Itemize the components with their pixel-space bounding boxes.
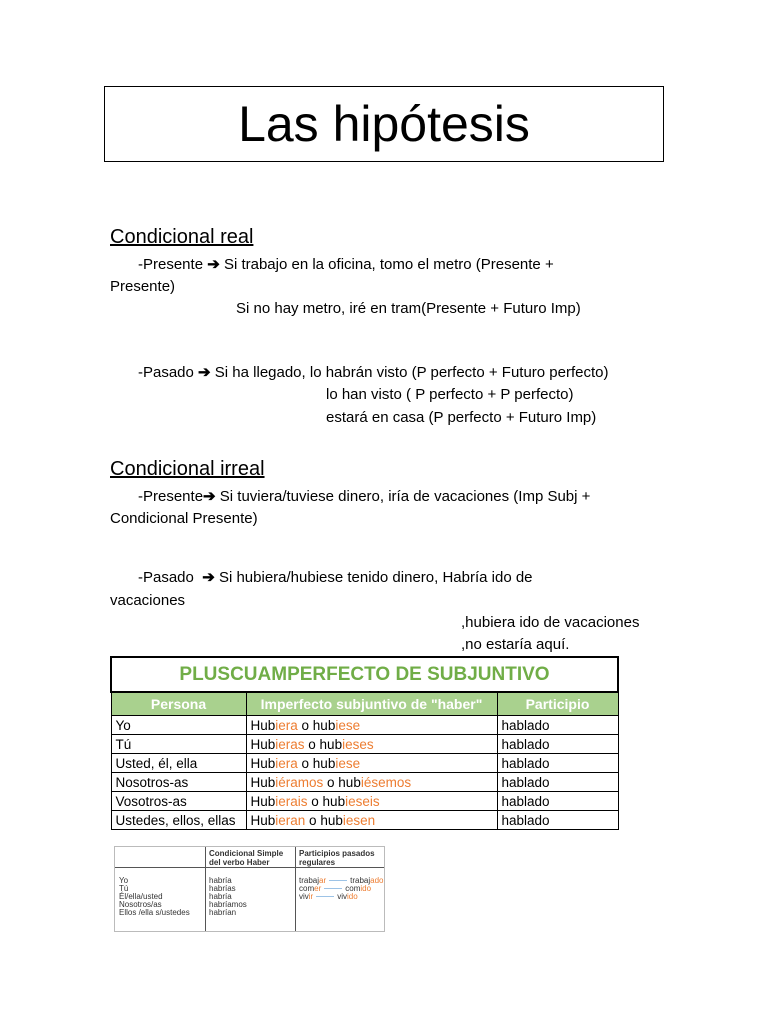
mini-participio: trabajar trabajado <box>299 876 384 885</box>
mini-header-condicional: Condicional Simple del verbo Haber <box>209 849 284 867</box>
mini-persona: Tú <box>119 884 129 893</box>
participio-cell: hablado <box>497 716 618 735</box>
mini-persona: Ellos /ella s/ustedes <box>119 908 190 917</box>
arrow-icon: ➔ <box>207 256 220 273</box>
irreal-line-3: -Pasado ➔ Si hubiera/hubiese tenido dinero, Habría ido de <box>138 569 533 586</box>
table-title: PLUSCUAMPERFECTO DE SUBJUNTIVO <box>111 657 618 692</box>
mini-haber: habría <box>209 892 232 901</box>
irreal-line-4: vacaciones <box>110 592 186 609</box>
haber-cell: Hubiera o hubiese <box>246 716 497 735</box>
arrow-icon: ➔ <box>198 364 211 381</box>
haber-cell: Hubieran o hubiesen <box>246 811 497 830</box>
column-header-participio: Participio <box>497 692 618 716</box>
condicional-haber-table <box>114 846 385 932</box>
arrow-icon <box>324 888 342 889</box>
pluscuamperfecto-table <box>110 656 619 830</box>
haber-cell: Hubiera o hubiese <box>246 754 497 773</box>
participio-cell: hablado <box>497 773 618 792</box>
column-header-persona: Persona <box>111 692 246 716</box>
mini-haber: habrían <box>209 908 237 917</box>
arrow-icon: ➔ <box>202 569 215 586</box>
irreal-line-2: Condicional Presente) <box>110 510 258 527</box>
table-row <box>111 811 618 830</box>
table-row <box>111 735 618 754</box>
arrow-icon <box>316 896 334 897</box>
persona-cell: Ustedes, ellos, ellas <box>111 811 246 830</box>
haber-cell: Hubieras o hubieses <box>246 735 497 754</box>
real-line-6: estará en casa (P perfecto + Futuro Imp) <box>326 409 597 426</box>
persona-cell: Tú <box>111 735 246 754</box>
real-line-4: -Pasado ➔ Si ha llegado, lo habrán visto (P perfecto + Futuro perfecto) <box>138 364 609 381</box>
mini-haber: habrías <box>209 884 236 893</box>
real-line-5: lo han visto ( P perfecto + P perfecto) <box>326 386 574 403</box>
table-row <box>111 754 618 773</box>
participio-cell: hablado <box>497 792 618 811</box>
persona-cell: Usted, él, ella <box>111 754 246 773</box>
haber-cell: Hubierais o hubieseis <box>246 792 497 811</box>
persona-cell: Vosotros-as <box>111 792 246 811</box>
table-row <box>111 792 618 811</box>
real-line-2: Presente) <box>110 278 176 295</box>
table-row <box>111 773 618 792</box>
heading-condicional-irreal: Condicional irreal <box>110 458 265 480</box>
participio-cell: hablado <box>497 735 618 754</box>
real-line-3: Si no hay metro, iré en tram(Presente + Futuro Imp) <box>236 300 581 317</box>
mini-persona: Yo <box>119 876 129 885</box>
haber-cell: Hubiéramos o hubiésemos <box>246 773 497 792</box>
mini-header-participios: Participios pasados regulares <box>299 849 375 867</box>
mini-haber: habría <box>209 876 232 885</box>
arrow-icon: ➔ <box>203 488 216 505</box>
participio-cell: hablado <box>497 754 618 773</box>
mini-persona: Él/ella/usted <box>119 892 163 901</box>
mini-haber: habríamos <box>209 900 247 909</box>
arrow-icon <box>329 880 347 881</box>
mini-persona: Nosotros/as <box>119 900 162 909</box>
irreal-line-1: -Presente➔ Si tuviera/tuviese dinero, iría de vacaciones (Imp Subj + <box>138 488 591 505</box>
page-title: Las hipótesis <box>104 86 664 162</box>
heading-condicional-real: Condicional real <box>110 226 254 248</box>
persona-cell: Nosotros-as <box>111 773 246 792</box>
participio-cell: hablado <box>497 811 618 830</box>
mini-participio: vivir vivido <box>299 892 358 901</box>
irreal-line-5: ,hubiera ido de vacaciones <box>461 614 640 631</box>
real-line-1: -Presente ➔ Si trabajo en la oficina, tomo el metro (Presente + <box>138 256 554 273</box>
persona-cell: Yo <box>111 716 246 735</box>
column-header-imperfecto: Imperfecto subjuntivo de "haber" <box>246 692 497 716</box>
irreal-line-6: ,no estaría aquí. <box>461 636 570 653</box>
table-row <box>111 716 618 735</box>
mini-participio: comer comido <box>299 884 372 893</box>
